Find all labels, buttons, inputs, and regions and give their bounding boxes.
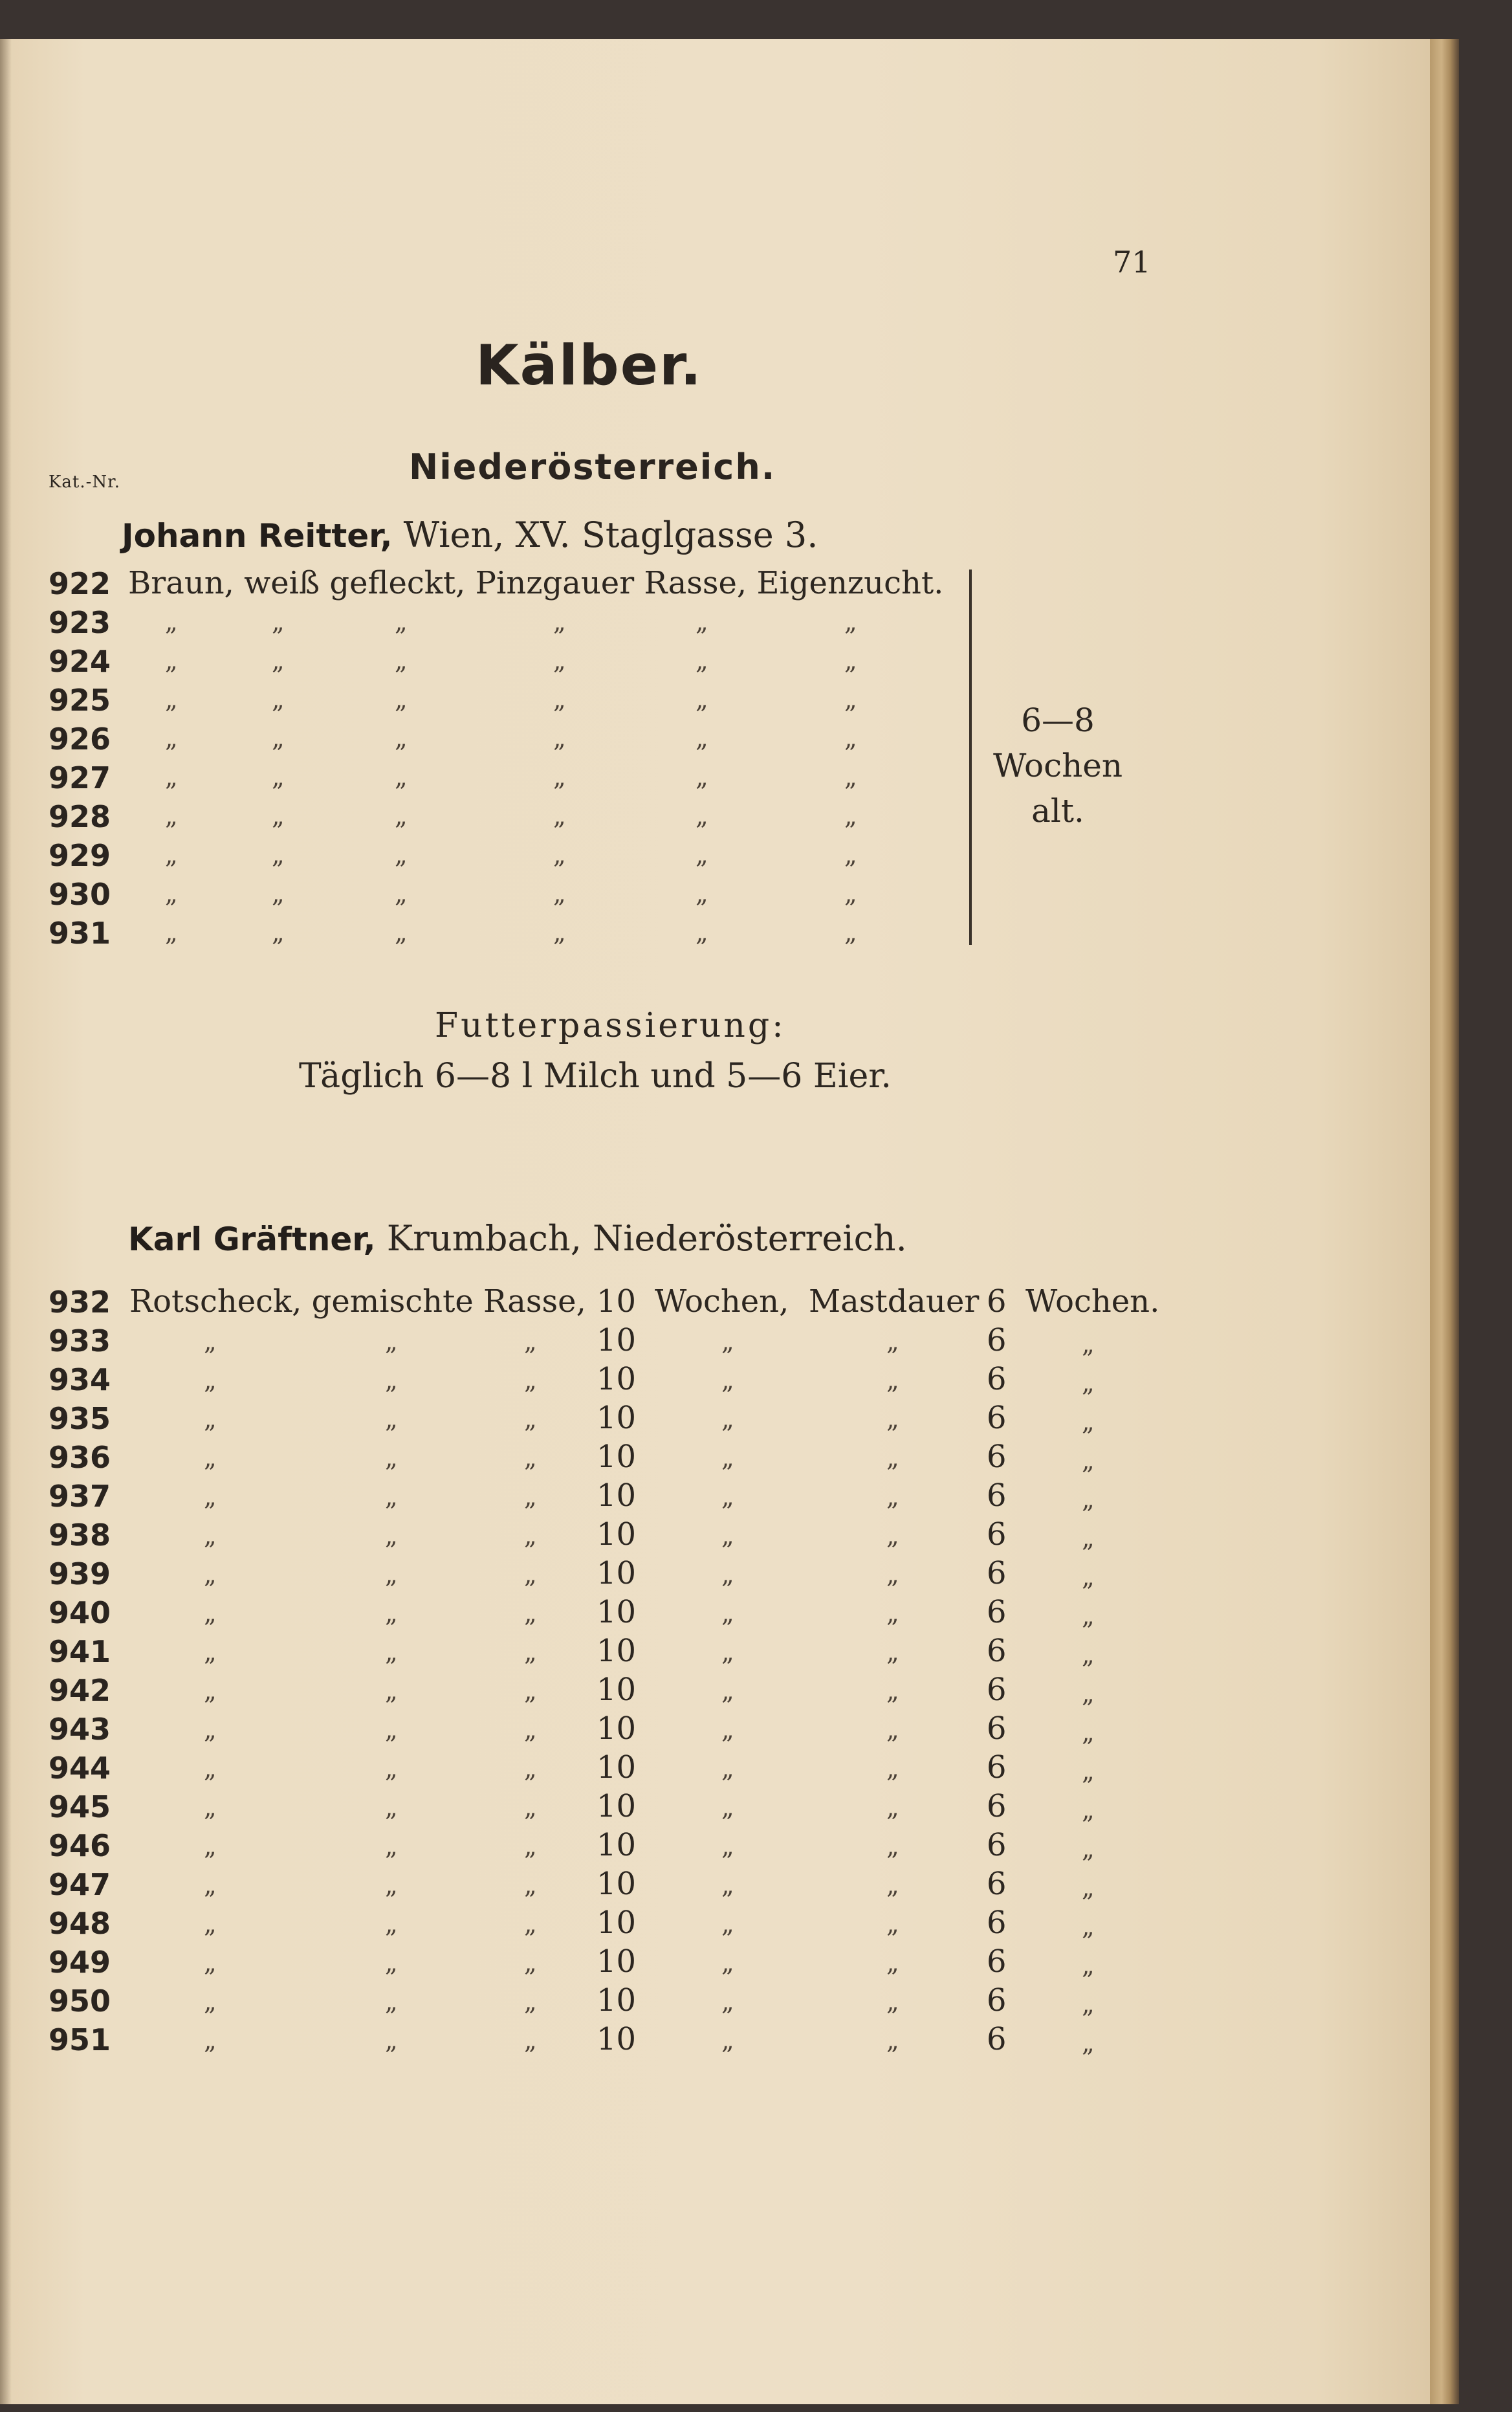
entry-weeks: 10 xyxy=(597,1322,637,1358)
ditto-mark: „ xyxy=(886,1910,899,1938)
entry-weeks: 10 xyxy=(597,1749,637,1786)
ditto-mark: „ xyxy=(272,880,285,908)
ditto-mark: „ xyxy=(272,918,285,947)
ditto-mark: „ xyxy=(721,1716,734,1744)
region-heading: Niederösterreich. xyxy=(409,447,776,487)
ditto-mark: „ xyxy=(385,1638,398,1666)
ditto-mark: „ xyxy=(721,1405,734,1433)
catalog-number: 935 xyxy=(49,1401,111,1436)
catalog-number: 950 xyxy=(49,1984,111,2019)
catalog-number: 951 xyxy=(49,2022,111,2057)
ditto-mark: „ xyxy=(1082,1796,1095,1824)
ditto-mark: „ xyxy=(553,763,566,791)
ditto-mark: „ xyxy=(204,1483,217,1511)
ditto-mark: „ xyxy=(553,724,566,753)
ditto-mark: „ xyxy=(1082,1912,1095,1941)
age-note-suffix: alt. xyxy=(1031,792,1084,830)
entry-weeks: 10 xyxy=(597,1866,637,1902)
catalog-number: 938 xyxy=(49,1518,111,1553)
breeder-2 xyxy=(128,1218,907,1259)
catalog-number-label: Kat.-Nr. xyxy=(49,472,121,492)
entry-fattening-weeks: 6 xyxy=(987,1749,1007,1786)
catalog-number: 948 xyxy=(49,1906,111,1941)
ditto-mark: „ xyxy=(395,880,408,908)
ditto-mark: „ xyxy=(886,1366,899,1395)
ditto-mark: „ xyxy=(721,1444,734,1472)
ditto-mark: „ xyxy=(204,1521,217,1550)
ditto-mark: „ xyxy=(272,685,285,714)
entry-fattening-weeks: 6 xyxy=(987,1322,1007,1358)
ditto-mark: „ xyxy=(1082,1679,1095,1708)
ditto-mark: „ xyxy=(385,1832,398,1861)
ditto-mark: „ xyxy=(886,1327,899,1356)
ditto-mark: „ xyxy=(886,1754,899,1783)
ditto-mark: „ xyxy=(1082,1641,1095,1669)
catalog-number: 944 xyxy=(49,1751,111,1786)
ditto-mark: „ xyxy=(886,1405,899,1433)
catalog-number: 945 xyxy=(49,1789,111,1824)
ditto-mark: „ xyxy=(553,685,566,714)
ditto-mark: „ xyxy=(696,841,708,869)
page-gutter-shadow xyxy=(0,39,12,2404)
entry-weeks-unit: Wochen, xyxy=(655,1283,789,1320)
ditto-mark: „ xyxy=(395,802,408,830)
feeding-heading: Futterpassierung: xyxy=(435,1006,786,1045)
ditto-mark: „ xyxy=(524,1793,537,1822)
ditto-mark: „ xyxy=(524,1832,537,1861)
ditto-mark: „ xyxy=(696,880,708,908)
breeder-1-address: Wien, XV. Staglgasse 3. xyxy=(403,514,818,555)
ditto-mark: „ xyxy=(385,1949,398,1977)
entry-fattening-unit: Wochen. xyxy=(1025,1283,1160,1320)
ditto-mark: „ xyxy=(1082,1990,1095,2019)
ditto-mark: „ xyxy=(696,763,708,791)
ditto-mark: „ xyxy=(696,608,708,636)
ditto-mark: „ xyxy=(524,1677,537,1705)
entry-weeks: 10 xyxy=(597,1943,637,1980)
ditto-mark: „ xyxy=(524,1327,537,1356)
catalog-number: 943 xyxy=(49,1712,111,1747)
ditto-mark: „ xyxy=(204,1910,217,1938)
entry-weeks: 10 xyxy=(597,1516,637,1553)
ditto-mark: „ xyxy=(524,1638,537,1666)
entry-fattening-weeks: 6 xyxy=(987,1943,1007,1980)
ditto-mark: „ xyxy=(272,841,285,869)
ditto-mark: „ xyxy=(1082,1951,1095,1980)
ditto-mark: „ xyxy=(721,1327,734,1356)
ditto-mark: „ xyxy=(395,763,408,791)
ditto-mark: „ xyxy=(524,2026,537,2055)
ditto-mark: „ xyxy=(204,1793,217,1822)
ditto-mark: „ xyxy=(524,1405,537,1433)
catalog-number: 942 xyxy=(49,1673,111,1708)
catalog-number: 949 xyxy=(49,1945,111,1980)
ditto-mark: „ xyxy=(165,608,178,636)
entry-weeks: 10 xyxy=(597,1788,637,1824)
entry-fattening-weeks: 6 xyxy=(987,1710,1007,1747)
ditto-mark: „ xyxy=(272,802,285,830)
breeder-1-name: Johann Reitter, xyxy=(122,517,393,555)
ditto-mark: „ xyxy=(385,1754,398,1783)
entry-weeks: 10 xyxy=(597,1672,637,1708)
ditto-mark: „ xyxy=(844,647,857,675)
ditto-mark: „ xyxy=(1082,1718,1095,1747)
ditto-mark: „ xyxy=(165,802,178,830)
ditto-mark: „ xyxy=(696,802,708,830)
ditto-mark: „ xyxy=(204,1716,217,1744)
ditto-mark: „ xyxy=(1082,1485,1095,1514)
ditto-mark: „ xyxy=(395,647,408,675)
ditto-mark: „ xyxy=(385,1871,398,1899)
ditto-mark: „ xyxy=(844,841,857,869)
ditto-mark: „ xyxy=(395,841,408,869)
entry-fattening-weeks: 6 xyxy=(987,1594,1007,1630)
ditto-mark: „ xyxy=(385,1521,398,1550)
catalog-number: 929 xyxy=(49,838,111,873)
ditto-mark: „ xyxy=(204,1987,217,2016)
ditto-mark: „ xyxy=(204,1327,217,1356)
ditto-mark: „ xyxy=(204,1949,217,1977)
ditto-mark: „ xyxy=(204,1677,217,1705)
catalog-number: 922 xyxy=(49,566,111,601)
entry-weeks: 10 xyxy=(597,1439,637,1475)
entry-weeks: 10 xyxy=(597,1361,637,1397)
entry-weeks: 10 xyxy=(597,1905,637,1941)
ditto-mark: „ xyxy=(721,1871,734,1899)
ditto-mark: „ xyxy=(844,685,857,714)
ditto-mark: „ xyxy=(385,1987,398,2016)
ditto-mark: „ xyxy=(696,647,708,675)
catalog-number: 934 xyxy=(49,1362,111,1397)
entry-fattening-weeks: 6 xyxy=(987,1672,1007,1708)
ditto-mark: „ xyxy=(272,724,285,753)
ditto-mark: „ xyxy=(524,1444,537,1472)
ditto-mark: „ xyxy=(165,918,178,947)
catalog-number: 933 xyxy=(49,1323,111,1358)
ditto-mark: „ xyxy=(721,1560,734,1589)
ditto-mark: „ xyxy=(721,1638,734,1666)
ditto-mark: „ xyxy=(385,2026,398,2055)
catalog-number: 927 xyxy=(49,760,111,795)
entry-weeks: 10 xyxy=(597,1633,637,1669)
ditto-mark: „ xyxy=(844,918,857,947)
ditto-mark: „ xyxy=(165,763,178,791)
ditto-mark: „ xyxy=(721,1521,734,1550)
entry-weeks: 10 xyxy=(597,1982,637,2019)
ditto-mark: „ xyxy=(721,1366,734,1395)
catalog-number: 941 xyxy=(49,1634,111,1669)
ditto-mark: „ xyxy=(385,1560,398,1589)
entry-fattening-weeks: 6 xyxy=(987,1905,1007,1941)
ditto-mark: „ xyxy=(844,608,857,636)
ditto-mark: „ xyxy=(385,1910,398,1938)
ditto-mark: „ xyxy=(524,1910,537,1938)
ditto-mark: „ xyxy=(1082,1446,1095,1475)
catalog-number: 947 xyxy=(49,1867,111,1902)
ditto-mark: „ xyxy=(553,608,566,636)
catalog-number: 939 xyxy=(49,1556,111,1591)
entry-description: Braun, weiß gefleckt, Pinzgauer Rasse, Eigenzucht. xyxy=(128,565,944,601)
ditto-mark: „ xyxy=(524,1987,537,2016)
catalog-number: 923 xyxy=(49,605,111,640)
ditto-mark: „ xyxy=(395,918,408,947)
ditto-mark: „ xyxy=(886,1677,899,1705)
page-edge xyxy=(1430,39,1459,2404)
ditto-mark: „ xyxy=(721,1949,734,1977)
ditto-mark: „ xyxy=(886,1871,899,1899)
catalog-number: 931 xyxy=(49,916,111,951)
ditto-mark: „ xyxy=(886,1599,899,1628)
entry-weeks: 10 xyxy=(597,1477,637,1514)
ditto-mark: „ xyxy=(886,1793,899,1822)
ditto-mark: „ xyxy=(886,1560,899,1589)
entry-weeks: 10 xyxy=(597,1594,637,1630)
breeder-2-address: Krumbach, Niederösterreich. xyxy=(386,1218,907,1259)
ditto-mark: „ xyxy=(165,685,178,714)
ditto-mark: „ xyxy=(721,2026,734,2055)
ditto-mark: „ xyxy=(1082,1757,1095,1786)
ditto-mark: „ xyxy=(165,841,178,869)
ditto-mark: „ xyxy=(1082,1330,1095,1358)
ditto-mark: „ xyxy=(204,1366,217,1395)
entry-weeks: 10 xyxy=(597,1827,637,1863)
ditto-mark: „ xyxy=(524,1560,537,1589)
catalog-number: 930 xyxy=(49,877,111,912)
ditto-mark: „ xyxy=(385,1366,398,1395)
entry-weeks: 10 xyxy=(597,1283,637,1320)
ditto-mark: „ xyxy=(886,1949,899,1977)
entry-fattening-weeks: 6 xyxy=(987,1827,1007,1863)
ditto-mark: „ xyxy=(721,1754,734,1783)
ditto-mark: „ xyxy=(524,1521,537,1550)
ditto-mark: „ xyxy=(385,1793,398,1822)
ditto-mark: „ xyxy=(844,724,857,753)
ditto-mark: „ xyxy=(395,685,408,714)
age-note-range: 6—8 xyxy=(1021,702,1095,739)
ditto-mark: „ xyxy=(721,1987,734,2016)
entry-fattening-weeks: 6 xyxy=(987,1633,1007,1669)
ditto-mark: „ xyxy=(721,1910,734,1938)
entry-fattening-weeks: 6 xyxy=(987,1866,1007,1902)
ditto-mark: „ xyxy=(272,763,285,791)
ditto-mark: „ xyxy=(886,1987,899,2016)
ditto-mark: „ xyxy=(395,608,408,636)
ditto-mark: „ xyxy=(886,1716,899,1744)
catalog-number: 924 xyxy=(49,644,111,679)
ditto-mark: „ xyxy=(524,1366,537,1395)
ditto-mark: „ xyxy=(844,802,857,830)
ditto-mark: „ xyxy=(721,1793,734,1822)
ditto-mark: „ xyxy=(524,1754,537,1783)
ditto-mark: „ xyxy=(204,1405,217,1433)
ditto-mark: „ xyxy=(721,1483,734,1511)
ditto-mark: „ xyxy=(1082,1563,1095,1591)
ditto-mark: „ xyxy=(272,647,285,675)
ditto-mark: „ xyxy=(204,1871,217,1899)
ditto-mark: „ xyxy=(886,2026,899,2055)
ditto-mark: „ xyxy=(204,1444,217,1472)
catalog-number: 936 xyxy=(49,1440,111,1475)
ditto-mark: „ xyxy=(385,1716,398,1744)
feeding-text: Täglich 6—8 l Milch und 5—6 Eier. xyxy=(299,1057,892,1096)
entry-fattening-weeks: 6 xyxy=(987,1439,1007,1475)
breeder-1 xyxy=(122,514,818,555)
ditto-mark: „ xyxy=(1082,2029,1095,2057)
ditto-mark: „ xyxy=(524,1871,537,1899)
ditto-mark: „ xyxy=(385,1483,398,1511)
ditto-mark: „ xyxy=(204,1754,217,1783)
page-title: Kälber. xyxy=(476,333,703,398)
ditto-mark: „ xyxy=(385,1444,398,1472)
ditto-mark: „ xyxy=(1082,1524,1095,1553)
ditto-mark: „ xyxy=(886,1483,899,1511)
catalog-number: 937 xyxy=(49,1479,111,1514)
entry-weeks: 10 xyxy=(597,1400,637,1436)
ditto-mark: „ xyxy=(696,724,708,753)
ditto-mark: „ xyxy=(1082,1408,1095,1436)
entry-fattening-label: Mastdauer xyxy=(809,1283,980,1320)
ditto-mark: „ xyxy=(165,647,178,675)
entry-fattening-weeks: 6 xyxy=(987,1477,1007,1514)
page-number: 71 xyxy=(1113,245,1151,280)
entry-fattening-weeks: 6 xyxy=(987,1361,1007,1397)
entry-weeks: 10 xyxy=(597,1710,637,1747)
ditto-mark: „ xyxy=(524,1949,537,1977)
ditto-mark: „ xyxy=(524,1483,537,1511)
ditto-mark: „ xyxy=(721,1599,734,1628)
ditto-mark: „ xyxy=(204,1560,217,1589)
brace xyxy=(952,570,972,945)
entry-fattening-weeks: 6 xyxy=(987,1516,1007,1553)
ditto-mark: „ xyxy=(204,2026,217,2055)
ditto-mark: „ xyxy=(385,1327,398,1356)
ditto-mark: „ xyxy=(886,1638,899,1666)
ditto-mark: „ xyxy=(696,918,708,947)
ditto-mark: „ xyxy=(272,608,285,636)
ditto-mark: „ xyxy=(553,841,566,869)
ditto-mark: „ xyxy=(696,685,708,714)
ditto-mark: „ xyxy=(524,1599,537,1628)
entry-fattening-weeks: 6 xyxy=(987,1555,1007,1591)
ditto-mark: „ xyxy=(844,763,857,791)
entry-fattening-weeks: 6 xyxy=(987,1283,1007,1320)
entry-fattening-weeks: 6 xyxy=(987,1982,1007,2019)
entry-fattening-weeks: 6 xyxy=(987,1788,1007,1824)
ditto-mark: „ xyxy=(886,1521,899,1550)
ditto-mark: „ xyxy=(385,1405,398,1433)
ditto-mark: „ xyxy=(1082,1874,1095,1902)
ditto-mark: „ xyxy=(1082,1602,1095,1630)
entry-fattening-weeks: 6 xyxy=(987,1400,1007,1436)
catalog-number: 926 xyxy=(49,722,111,757)
catalog-number: 946 xyxy=(49,1828,111,1863)
ditto-mark: „ xyxy=(886,1832,899,1861)
ditto-mark: „ xyxy=(553,918,566,947)
ditto-mark: „ xyxy=(524,1716,537,1744)
ditto-mark: „ xyxy=(395,724,408,753)
ditto-mark: „ xyxy=(165,724,178,753)
age-note xyxy=(993,698,1123,834)
ditto-mark: „ xyxy=(553,647,566,675)
ditto-mark: „ xyxy=(886,1444,899,1472)
entry-fattening-weeks: 6 xyxy=(987,2021,1007,2057)
age-note-unit: Wochen xyxy=(993,747,1123,784)
ditto-mark: „ xyxy=(165,880,178,908)
ditto-mark: „ xyxy=(204,1638,217,1666)
breeder-2-name: Karl Gräftner, xyxy=(128,1221,376,1258)
ditto-mark: „ xyxy=(553,880,566,908)
entry-weeks: 10 xyxy=(597,1555,637,1591)
ditto-mark: „ xyxy=(553,802,566,830)
catalog-number: 932 xyxy=(49,1285,111,1320)
ditto-mark: „ xyxy=(385,1599,398,1628)
entry-breed: Rotscheck, gemischte Rasse, xyxy=(129,1283,586,1320)
ditto-mark: „ xyxy=(1082,1835,1095,1863)
ditto-mark: „ xyxy=(721,1832,734,1861)
ditto-mark: „ xyxy=(204,1832,217,1861)
catalog-number: 928 xyxy=(49,799,111,834)
ditto-mark: „ xyxy=(204,1599,217,1628)
catalog-number: 925 xyxy=(49,683,111,718)
ditto-mark: „ xyxy=(844,880,857,908)
entry-weeks: 10 xyxy=(597,2021,637,2057)
catalog-number: 940 xyxy=(49,1595,111,1630)
ditto-mark: „ xyxy=(721,1677,734,1705)
ditto-mark: „ xyxy=(1082,1369,1095,1397)
ditto-mark: „ xyxy=(385,1677,398,1705)
